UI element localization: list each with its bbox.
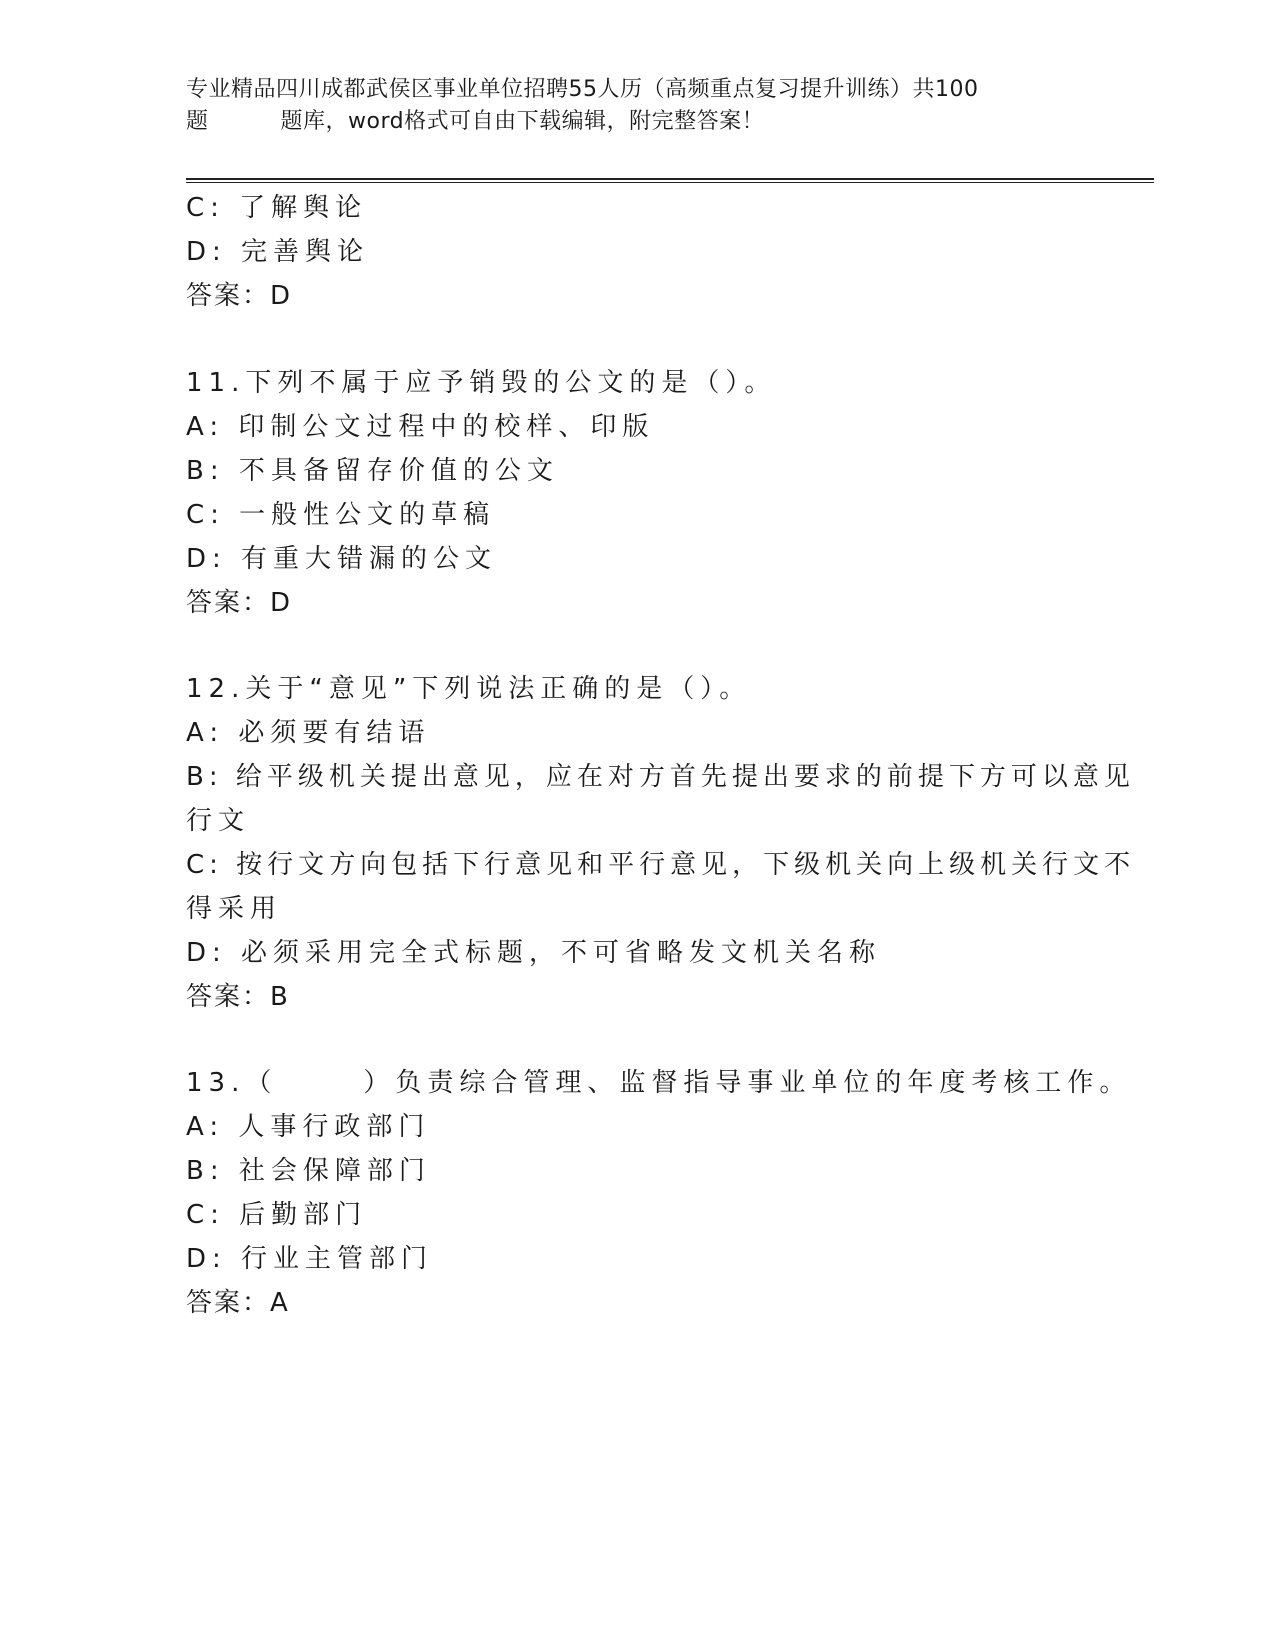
header-title-line1: 专业精品四川成都武侯区事业单位招聘55人历（高频重点复习提升训练）共100 xyxy=(186,77,979,102)
q13-question-close: ）负责综合管理、监督指导事业单位的年度考核工作。 xyxy=(363,1068,1132,1098)
q11-option-c: C: 一般性公文的草稿 xyxy=(186,500,496,530)
q13-answer: 答案：A xyxy=(186,1288,290,1318)
q13-question-open: 13.（ xyxy=(186,1068,278,1098)
header-divider-thin xyxy=(186,182,1154,183)
q11-answer: 答案：D xyxy=(186,588,293,618)
q11-question: 11.下列不属于应予销毁的公文的是（）。 xyxy=(186,368,777,398)
q12-question: 12.关于“意见”下列说法正确的是（）。 xyxy=(186,674,752,704)
q11-option-b: B: 不具备留存价值的公文 xyxy=(186,456,559,486)
q12-option-a: A: 必须要有结语 xyxy=(186,718,431,748)
q10-option-c: C: 了解舆论 xyxy=(186,193,368,223)
q11-option-a: A: 印制公文过程中的校样、印版 xyxy=(186,412,655,442)
q12-option-c-line2: 得采用 xyxy=(186,894,283,924)
document-header xyxy=(186,74,1066,138)
header-divider-thick xyxy=(186,178,1154,180)
q12-option-c-line1: C: 按行文方向包括下行意见和平行意见，下级机关向上级机关行文不 xyxy=(186,850,1136,880)
q10-option-d: D: 完善舆论 xyxy=(186,237,370,267)
header-title-line2 xyxy=(186,106,1066,138)
q12-option-b-line1: B: 给平级机关提出意见，应在对方首先提出要求的前提下方可以意见 xyxy=(186,762,1135,792)
q12-option-b-line2: 行文 xyxy=(186,806,251,836)
q13-option-d: D: 行业主管部门 xyxy=(186,1244,434,1274)
q13-option-a: A: 人事行政部门 xyxy=(186,1112,431,1142)
q13-option-c: C: 后勤部门 xyxy=(186,1200,368,1230)
q13-question xyxy=(186,1066,1131,1100)
q10-answer: 答案：D xyxy=(186,281,293,311)
q12-answer: 答案：B xyxy=(186,982,290,1012)
q13-option-b: B: 社会保障部门 xyxy=(186,1156,431,1186)
header-title-rest: 题库，word格式可自由下载编辑，附完整答案！ xyxy=(280,109,765,134)
q11-option-d: D: 有重大错漏的公文 xyxy=(186,544,498,574)
q12-option-d: D: 必须采用完全式标题，不可省略发文机关名称 xyxy=(186,938,882,968)
header-title-prefix: 题 xyxy=(186,109,209,134)
